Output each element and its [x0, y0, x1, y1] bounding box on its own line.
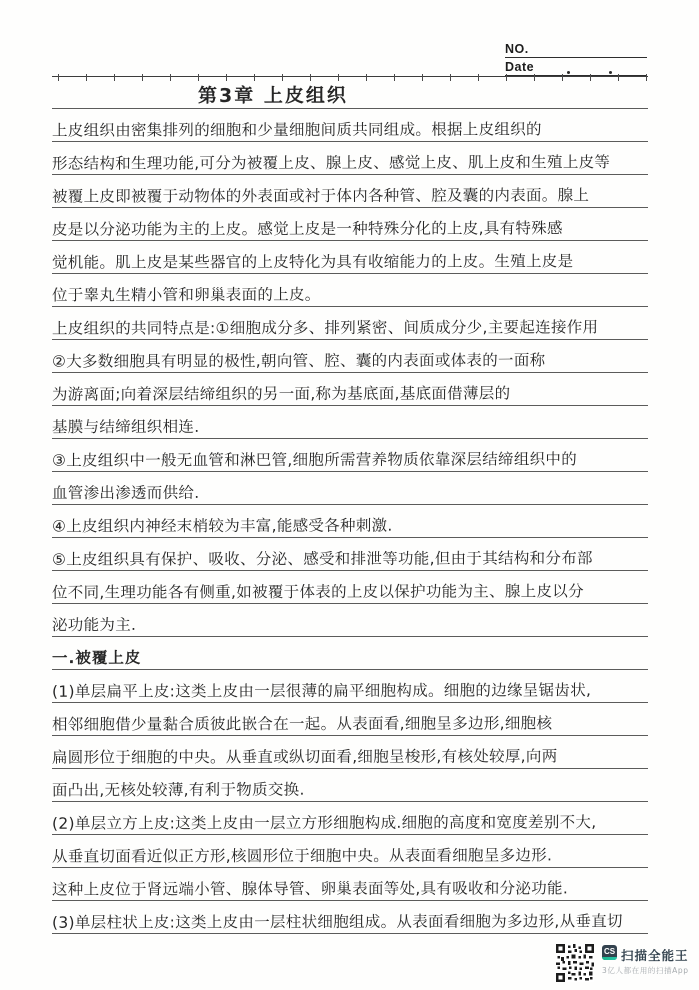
- handwriting-text: ③上皮组织中一般无血管和淋巴管,细胞所需营养物质依靠深层结缔组织中的: [52, 450, 578, 470]
- handwriting-text: 上皮组织的共同特点是:①细胞成分多、排列紧密、间质成分少,主要起连接作用: [52, 318, 599, 338]
- ruled-sheet: [52, 76, 648, 934]
- handwriting-line: [52, 439, 648, 472]
- handwriting-text: 扁圆形位于细胞的中央。从垂直或纵切面看,细胞呈梭形,有核处较厚,向两: [52, 747, 558, 767]
- handwriting-line: [52, 274, 648, 307]
- handwriting-text: (1)单层扁平上皮:这类上皮由一层很薄的扁平细胞构成。细胞的边缘呈锯齿状,: [52, 681, 592, 701]
- handwriting-text: ④上皮组织内神经末梢较为丰富,能感受各种刺激.: [52, 516, 393, 536]
- handwriting-line: [52, 670, 648, 703]
- scanner-watermark: [556, 942, 691, 986]
- handwriting-text: 相邻细胞借少量黏合质彼此嵌合在一起。从表面看,细胞呈多边形,细胞核: [52, 714, 553, 734]
- handwriting-text: 基膜与结缔组织相连.: [52, 417, 200, 437]
- handwriting-text: ⑤上皮组织具有保护、吸收、分泌、感受和排泄等功能,但由于其结构和分布部: [52, 549, 593, 569]
- handwriting-text: 从垂直切面看近似正方形,核圆形位于细胞中央。从表面看细胞呈多边形.: [52, 846, 553, 866]
- handwriting-line: [52, 736, 648, 769]
- date-row: [505, 56, 645, 74]
- scanner-tagline: 3亿人都在用的扫描App: [602, 966, 689, 975]
- camscanner-logo-icon: [602, 945, 617, 960]
- handwriting-line: [52, 472, 648, 505]
- handwriting-line: [52, 340, 648, 373]
- handwriting-line: [52, 241, 648, 274]
- handwritten-lines: [52, 109, 648, 934]
- handwriting-line: [52, 505, 648, 538]
- handwriting-line: [52, 835, 648, 868]
- handwriting-line: [52, 802, 648, 835]
- handwriting-line: [52, 208, 648, 241]
- handwriting-line: [52, 307, 648, 340]
- page-header-corner: [505, 38, 645, 74]
- no-row: [505, 38, 645, 56]
- handwriting-line: [52, 373, 648, 406]
- scanner-brand-name: 扫描全能王: [621, 948, 689, 963]
- no-label: NO.: [505, 42, 529, 56]
- date-label: Date: [505, 60, 535, 74]
- handwriting-line: [52, 868, 648, 901]
- handwriting-text: 一.被覆上皮: [52, 648, 142, 668]
- handwriting-line: [52, 538, 648, 571]
- handwriting-text: 血管渗出渗透而供给.: [52, 483, 200, 503]
- handwriting-text: 位于睾丸生精小管和卵巢表面的上皮。: [52, 285, 321, 305]
- handwriting-line: [52, 175, 648, 208]
- handwriting-text: ②大多数细胞具有明显的极性,朝向管、腔、囊的内表面或体表的一面称: [52, 351, 546, 371]
- handwriting-line: [52, 901, 648, 934]
- handwriting-text: 觉机能。肌上皮是某些器官的上皮特化为具有收缩能力的上皮。生殖上皮是: [52, 252, 574, 272]
- camscanner-logo-text: CS: [603, 946, 616, 956]
- handwriting-text: 为游离面;向着深层结缔组织的另一面,称为基底面,基底面借薄层的: [52, 384, 511, 404]
- handwriting-text: 这种上皮位于肾远端小管、腺体导管、卵巢表面等处,具有吸收和分泌功能.: [52, 879, 569, 899]
- handwriting-text: 面凸出,无核处较薄,有利于物质交换.: [52, 780, 305, 800]
- handwriting-line: [52, 703, 648, 736]
- chapter-title: 第3章 上皮组织: [197, 84, 348, 108]
- handwriting-line: [52, 109, 648, 142]
- handwriting-text: (2)单层立方上皮:这类上皮由一层立方形细胞构成.细胞的高度和宽度差别不大,: [52, 813, 597, 833]
- handwriting-text: 位不同,生理功能各有侧重,如被覆于体表的上皮以保护功能为主、腺上皮以分: [52, 582, 584, 602]
- handwriting-line: [52, 637, 648, 670]
- handwriting-text: 上皮组织由密集排列的细胞和少量细胞间质共同组成。根据上皮组织的: [52, 120, 542, 140]
- top-ruler-line: [52, 76, 648, 77]
- handwriting-line: [52, 604, 648, 637]
- ruler-ticks: [58, 74, 648, 81]
- handwriting-text: 皮是以分泌功能为主的上皮。感觉上皮是一种特殊分化的上皮,具有特殊感: [52, 219, 563, 239]
- handwriting-line: [52, 571, 648, 604]
- handwriting-text: 形态结构和生理功能,可分为被覆上皮、腺上皮、感觉上皮、肌上皮和生殖上皮等: [52, 153, 611, 173]
- handwriting-text: 泌功能为主.: [52, 615, 137, 635]
- qr-code-icon: [556, 944, 594, 982]
- handwriting-text: (3)单层柱状上皮:这类上皮由一层柱状细胞组成。从表面看细胞为多边形,从垂直切: [52, 912, 623, 932]
- handwriting-text: 被覆上皮即被覆于动物体的外表面或衬于体内各种管、腔及囊的内表面。腺上: [52, 186, 590, 206]
- handwriting-line: [52, 142, 648, 175]
- handwriting-line: [52, 406, 648, 439]
- handwriting-line: [52, 769, 648, 802]
